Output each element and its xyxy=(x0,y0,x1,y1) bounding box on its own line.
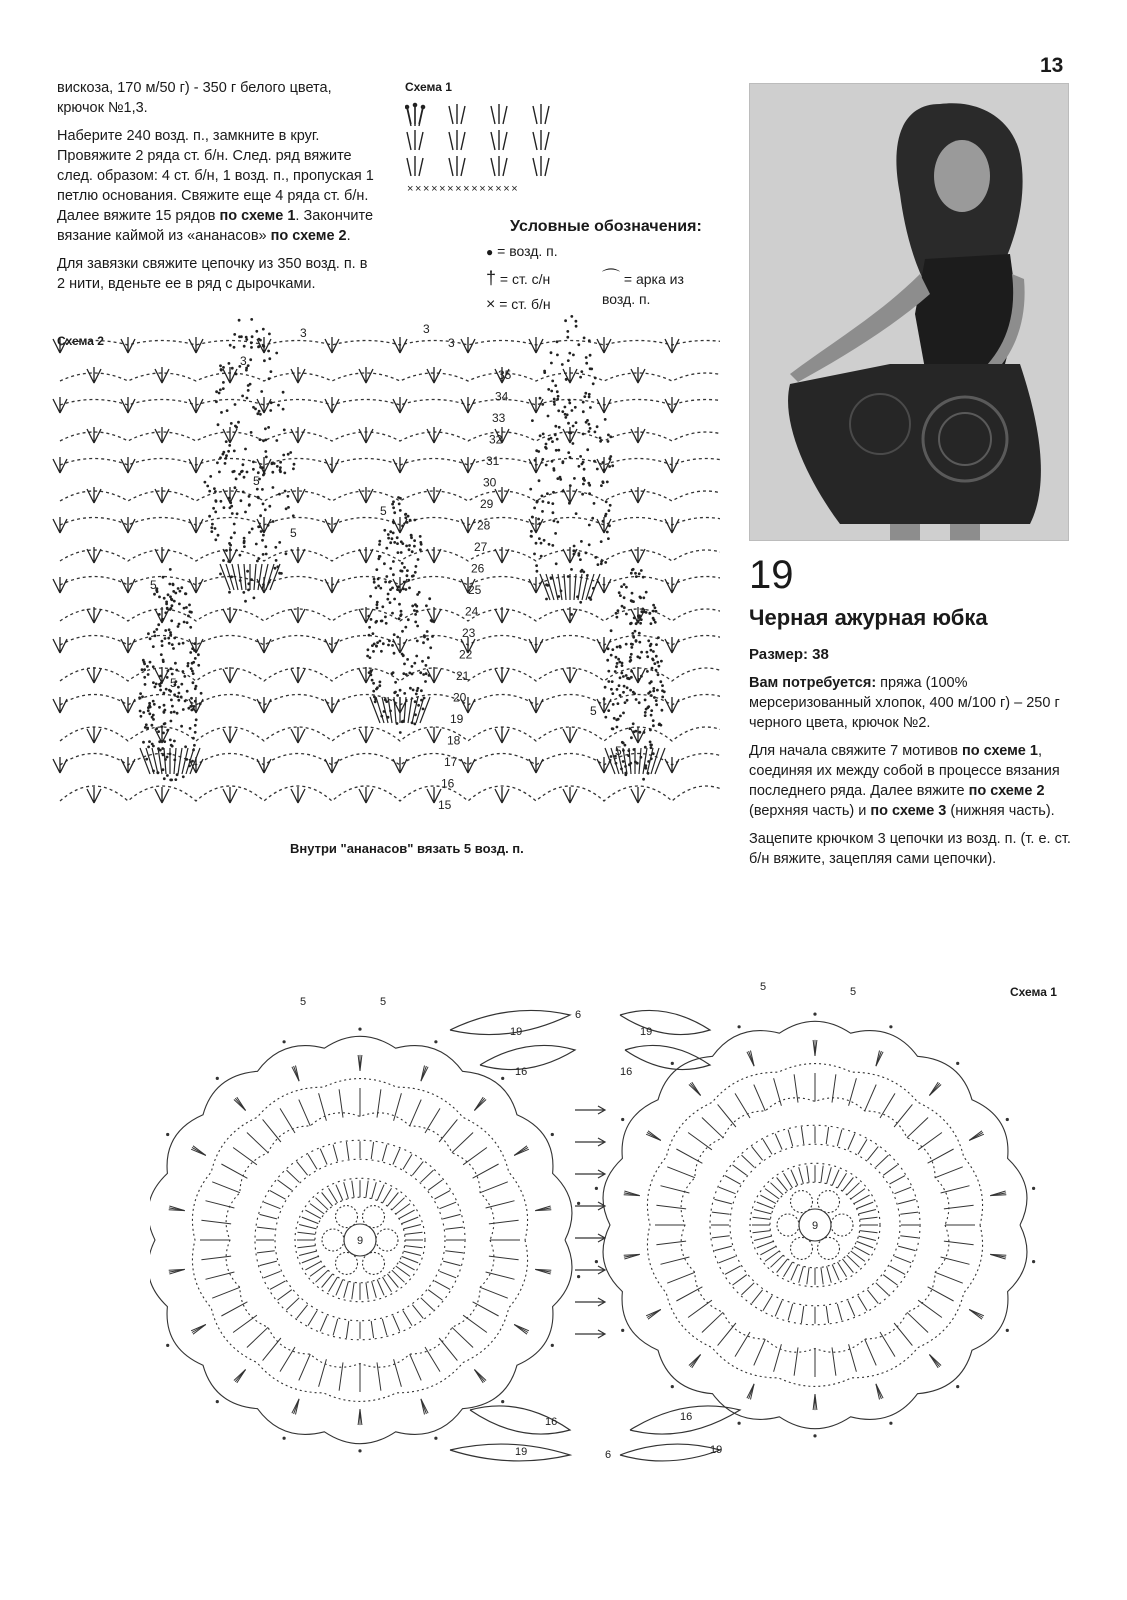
svg-text:22: 22 xyxy=(459,647,473,662)
legend-title: Условные обозначения: xyxy=(510,218,702,235)
intro-paragraph-1: вискоза, 170 м/50 г) - 350 г белого цвета, крючок №1,3. xyxy=(57,80,332,116)
svg-text:28: 28 xyxy=(477,518,491,533)
schema2-diagram xyxy=(40,315,720,875)
article-number: 19 xyxy=(749,553,794,597)
svg-text:17: 17 xyxy=(444,755,458,769)
top-schema-diagram xyxy=(405,100,575,195)
legend-item-dc: † = ст. с/н xyxy=(486,268,551,288)
legend-item-sc: × = ст. б/н xyxy=(486,296,551,313)
svg-text:19: 19 xyxy=(450,712,464,726)
svg-text:25: 25 xyxy=(468,583,482,597)
svg-text:5: 5 xyxy=(170,676,177,690)
svg-text:9: 9 xyxy=(357,1235,364,1247)
photo-illustration xyxy=(750,84,1068,540)
svg-text:16: 16 xyxy=(620,1066,633,1078)
svg-text:15: 15 xyxy=(438,798,452,812)
svg-text:16: 16 xyxy=(515,1066,528,1078)
svg-text:30: 30 xyxy=(483,475,497,490)
svg-text:16: 16 xyxy=(441,776,455,791)
svg-text:33: 33 xyxy=(492,411,506,425)
size-label: Размер: 38 xyxy=(749,646,829,663)
svg-text:5: 5 xyxy=(300,996,307,1008)
svg-text:16: 16 xyxy=(680,1411,693,1423)
svg-text:27: 27 xyxy=(474,540,488,554)
svg-text:16: 16 xyxy=(545,1416,558,1428)
bottom-schema-label: Схема 1 xyxy=(1010,985,1057,999)
svg-text:21: 21 xyxy=(456,669,470,683)
svg-text:32: 32 xyxy=(489,432,503,447)
motif-diagram xyxy=(150,970,1050,1510)
svg-text:23: 23 xyxy=(462,626,476,640)
svg-text:5: 5 xyxy=(850,986,857,998)
svg-text:5: 5 xyxy=(290,526,297,540)
schema2-label: Схема 2 xyxy=(57,334,104,348)
svg-text:19: 19 xyxy=(640,1026,653,1038)
svg-text:20: 20 xyxy=(453,690,467,705)
svg-text:3: 3 xyxy=(240,354,247,368)
svg-text:19: 19 xyxy=(710,1444,723,1456)
svg-text:31: 31 xyxy=(486,454,500,468)
svg-text:5: 5 xyxy=(253,474,260,488)
materials-paragraph: Вам потребуется: пряжа (100% мерсеризованный хлопок, 400 м/100 г) – 250 г черного цвета, крючок №2. xyxy=(749,675,1060,731)
svg-text:19: 19 xyxy=(510,1026,523,1038)
svg-text:34: 34 xyxy=(495,389,509,404)
svg-text:5: 5 xyxy=(380,996,387,1008)
svg-text:35: 35 xyxy=(498,368,512,382)
svg-text:5: 5 xyxy=(760,981,767,993)
page-number: 13 xyxy=(1040,54,1064,77)
svg-text:5: 5 xyxy=(380,504,387,518)
intro-paragraph-3: Для завязки свяжите цепочку из 350 возд. п. в 2 нити, вденьте ее в ряд с дырочками. xyxy=(57,256,368,292)
svg-text:5: 5 xyxy=(590,704,597,718)
intro-paragraph-2: Наберите 240 возд. п., замкните в круг. Провяжите 2 ряда ст. б/н. След. ряд вяжите след. образом: 4 ст. б/н, 1 возд. п., пропуская 1 петлю основания. Свяжите еще 4 ряда ст. б/н. Далее вяжите 15 рядов по схеме 1. Закончите вязание каймой из «ананасов» по схеме 2. xyxy=(57,128,374,244)
article-text xyxy=(749,645,1071,877)
svg-text:5: 5 xyxy=(150,578,157,592)
top-schema-label: Схема 1 xyxy=(405,80,452,94)
schema2-caption: Внутри "ананасов" вязать 5 возд. п. xyxy=(290,841,524,856)
instructions-paragraph: Для начала свяжите 7 мотивов по схеме 1, соединяя их между собой в процессе вязания последнего ряда. Далее вяжите по схеме 2 (верхняя часть) и по схеме 3 (нижняя часть). xyxy=(749,743,1060,819)
svg-text:18: 18 xyxy=(447,733,461,748)
article-title: Черная ажурная юбка xyxy=(749,605,988,630)
svg-text:5: 5 xyxy=(615,744,622,758)
intro-text xyxy=(57,78,375,302)
svg-text:26: 26 xyxy=(471,561,485,576)
svg-text:3: 3 xyxy=(300,326,307,340)
svg-text:6: 6 xyxy=(605,1449,612,1461)
svg-text:19: 19 xyxy=(515,1446,528,1458)
svg-text:9: 9 xyxy=(812,1220,819,1232)
legend-item-chain: ● = возд. п. xyxy=(486,243,558,259)
svg-text:3: 3 xyxy=(423,322,430,336)
svg-text:6: 6 xyxy=(575,1009,582,1021)
svg-text:29: 29 xyxy=(480,497,494,511)
svg-text:××××××××××××××: ×××××××××××××× xyxy=(407,183,520,195)
skirt-photo xyxy=(749,83,1069,541)
finishing-paragraph: Зацепите крючком 3 цепочки из возд. п. (т. е. ст. б/н вяжите, зацепляя сами цепочки). xyxy=(749,831,1071,867)
svg-text:3: 3 xyxy=(448,336,455,350)
legend-item-arch: ⌒ = арка из возд. п. xyxy=(602,268,684,307)
svg-text:24: 24 xyxy=(465,604,479,619)
